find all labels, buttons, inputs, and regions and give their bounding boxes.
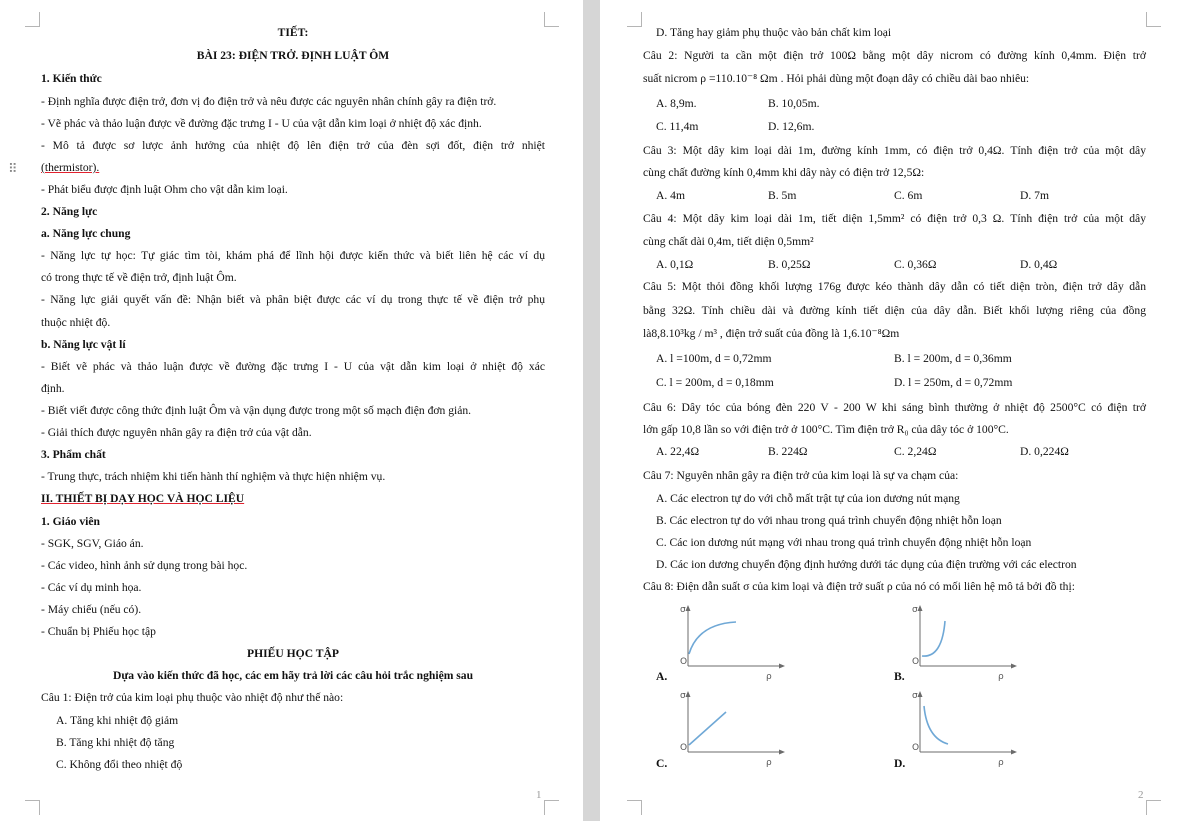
section-heading: b. Năng lực vật lí (41, 338, 126, 351)
question-text: Câu 2: Người ta cần một điện trở 100Ω bằng một dây nicrom có đường kính 0,4mm. Điện trở (643, 49, 1146, 62)
answer-option: D. l = 250m, d = 0,72mm (894, 376, 1013, 389)
paragraph-line: - Năng lực giải quyết vấn đề: Nhận biết và phân biệt được các ví dụ trong thực tế về điện trở phụ (41, 293, 545, 306)
document-page-1 (0, 0, 583, 821)
answer-option: C. Không đổi theo nhiệt độ (56, 758, 183, 771)
graph-option-c (678, 690, 788, 770)
answer-option: B. 5m (768, 189, 797, 202)
paragraph-line: - Định nghĩa được điện trở, đơn vị đo điện trở và nêu được các nguyên nhân chính gây ra điện trở. (41, 95, 497, 108)
curve-hyperbola-decreasing (924, 706, 948, 744)
question-text: cùng chất dài 0,4m, tiết diện 0,5mm² (643, 235, 814, 248)
paragraph-line: - Vẽ phác và thảo luận được về đường đặc trưng I - U của vật dẫn kim loại ở nhiệt độ xác định. (41, 117, 482, 130)
answer-option: A. 8,9m. (656, 97, 697, 110)
x-axis-arrow (1011, 664, 1017, 669)
curve-convex-rising (922, 621, 945, 656)
crop-mark (1146, 12, 1161, 27)
graph-label: D. (894, 757, 906, 770)
y-axis-label: σ (680, 691, 686, 701)
section-heading: II. THIẾT BỊ DẠY HỌC VÀ HỌC LIỆU (41, 492, 245, 505)
graph-option-a (678, 604, 788, 684)
answer-option: D. Các ion dương chuyển động định hướng dưới tác dụng của điện trường với các electron (656, 558, 1077, 571)
y-axis-arrow (918, 605, 923, 611)
origin-label: O (680, 743, 688, 753)
answer-option: D. 7m (1020, 189, 1049, 202)
paragraph-line: - Biết vẽ phác và thảo luận được về đường đặc trưng I - U của vật dẫn kim loại ở nhiệt độ xác (41, 360, 545, 373)
x-axis-arrow (1011, 750, 1017, 755)
section-heading: 2. Năng lực (41, 205, 98, 218)
y-axis-arrow (686, 605, 691, 611)
question-text: lớn gấp 10,8 lần so với điện trở ở 100°C. Tìm điện trở R₀ của dây tóc ở 100°C. (643, 423, 1009, 436)
answer-option: B. Các electron tự do với nhau trong quá trình chuyển động nhiệt hỗn loạn (656, 514, 1002, 527)
origin-label: O (680, 657, 688, 667)
graph-a-svg (678, 604, 788, 684)
question-text: Câu 6: Dây tóc của bóng đèn 220 V - 200 W khi sáng bình thường ở nhiệt độ 2500°C có điện trở (643, 401, 1146, 414)
question-text: Câu 1: Điện trở của kim loại phụ thuộc vào nhiệt độ như thế nào: (41, 691, 344, 704)
answer-option: D. Tăng hay giảm phụ thuộc vào bản chất kim loại (656, 26, 892, 39)
question-text: Câu 4: Một dây kim loại dài 1m, tiết diện 1,5mm² có điện trở 0,3 Ω. Tính điện trở của một dây (643, 212, 1146, 225)
list-item: - SGK, SGV, Giáo án. (41, 537, 144, 550)
graph-d-svg (910, 690, 1020, 770)
question-text: là8,8.10³kg / m³ , điện trở suất của đồng là 1,6.10⁻⁸Ωm (643, 327, 900, 340)
answer-option: A. l =100m, d = 0,72mm (656, 352, 772, 365)
answer-option: B. Tăng khi nhiệt độ tăng (56, 736, 175, 749)
paragraph-line: - Biết viết được công thức định luật Ôm và vận dụng được trong một số mạch điện đơn giản. (41, 404, 472, 417)
graph-c-svg (678, 690, 788, 770)
question-text: Câu 3: Một dây kim loại dài 1m, đường kính 1mm, có điện trở 0,4Ω. Tính điện trở của một dây (643, 144, 1146, 157)
paragraph-line: - Giải thích được nguyên nhân gây ra điện trở của vật dẫn. (41, 426, 312, 439)
answer-option: C. 6m (894, 189, 923, 202)
answer-option: C. Các ion dương nút mạng với nhau trong quá trình chuyển động nhiệt hỗn loạn (656, 536, 1032, 549)
crop-mark (25, 800, 40, 815)
paragraph-line: - Năng lực tự học: Tự giác tìm tòi, khám phá để lĩnh hội được kiến thức và biết liên hệ các ví dụ (41, 249, 545, 262)
page-number: 1 (536, 789, 542, 801)
list-item: - Chuẩn bị Phiếu học tập (41, 625, 156, 638)
curve-concave-rising (689, 622, 736, 654)
x-axis-label: ρ (998, 758, 1004, 768)
page-gutter (583, 0, 600, 821)
crop-mark (627, 12, 642, 27)
list-item: - Các ví dụ minh họa. (41, 581, 142, 594)
curve-linear-rising (689, 712, 726, 745)
answer-option: B. 10,05m. (768, 97, 820, 110)
answer-option: A. 0,1Ω (656, 258, 694, 271)
answer-option: C. 2,24Ω (894, 445, 937, 458)
crop-mark (627, 800, 642, 815)
answer-option: B. 0,25Ω (768, 258, 811, 271)
graph-option-b (910, 604, 1020, 684)
answer-option: C. 11,4m (656, 120, 699, 133)
page-number: 2 (1138, 789, 1144, 801)
question-text: cùng chất đường kính 0,4mm khi dây này có điện trở 12,5Ω: (643, 166, 925, 179)
paragraph-line: (thermistor). (41, 161, 100, 174)
question-text: Câu 5: Một thỏi đồng khối lượng 176g được kéo thành dây dẫn có tiết diện tròn, điện trở dây dẫn (643, 280, 1146, 293)
section-heading: a. Năng lực chung (41, 227, 131, 240)
answer-option: B. 224Ω (768, 445, 808, 458)
x-axis-arrow (779, 750, 785, 755)
y-axis-arrow (918, 691, 923, 697)
paragraph-line: - Trung thực, trách nhiệm khi tiến hành thí nghiệm và thực hiện nhiệm vụ. (41, 470, 386, 483)
y-axis-label: σ (680, 605, 686, 615)
graph-label: B. (894, 670, 905, 683)
y-axis-arrow (686, 691, 691, 697)
graph-label: C. (656, 757, 668, 770)
question-text: bằng 32Ω. Tính chiều dài và đường kính tiết diện của dây dẫn. Biết khối lượng riêng của đồng (643, 304, 1146, 317)
answer-option: D. 0,224Ω (1020, 445, 1069, 458)
y-axis-label: σ (912, 691, 918, 701)
paragraph-line: - Phát biểu được định luật Ohm cho vật dẫn kim loại. (41, 183, 288, 196)
answer-option: A. 4m (656, 189, 685, 202)
drag-handle-icon[interactable]: ⠿ (8, 162, 18, 177)
lesson-title: BÀI 23: ĐIỆN TRỞ. ĐỊNH LUẬT ÔM (196, 49, 390, 62)
lesson-header: TIẾT: (277, 26, 309, 39)
y-axis-label: σ (912, 605, 918, 615)
crop-mark (1146, 800, 1161, 815)
x-axis-arrow (779, 664, 785, 669)
answer-option: C. 0,36Ω (894, 258, 937, 271)
question-text: suất nicrom ρ =110.10⁻⁸ Ωm . Hỏi phải dùng một đoạn dây có chiều dài bao nhiêu: (643, 72, 1030, 85)
list-item: - Máy chiếu (nếu có). (41, 603, 142, 616)
question-text: Câu 8: Điện dẫn suất σ của kim loại và điện trở suất ρ của nó có mối liên hệ mô tả bởi đồ thị: (643, 580, 1075, 593)
question-text: Câu 7: Nguyên nhân gây ra điện trở của kim loại là sự va chạm của: (643, 469, 959, 482)
origin-label: O (912, 657, 920, 667)
paragraph-line: - Mô tả được sơ lược ảnh hưởng của nhiệt độ lên điện trở của đèn sợi đốt, điện trở nhiệt (41, 139, 545, 152)
answer-option: A. Các electron tự do với chỗ mất trật tự của ion dương nút mạng (656, 492, 960, 505)
section-heading: 1. Kiến thức (41, 72, 102, 85)
graph-label: A. (656, 670, 668, 683)
x-axis-label: ρ (766, 672, 772, 682)
crop-mark (544, 12, 559, 27)
paragraph-line: có trong thực tế về điện trở, định luật Ôm. (41, 271, 237, 284)
crop-mark (25, 12, 40, 27)
paragraph-line: thuộc nhiệt độ. (41, 316, 111, 329)
graph-option-d (910, 690, 1020, 770)
list-item: - Các video, hình ảnh sử dụng trong bài học. (41, 559, 248, 572)
paragraph-line: định. (41, 382, 65, 395)
x-axis-label: ρ (998, 672, 1004, 682)
document-page-2 (600, 0, 1183, 821)
answer-option: C. l = 200m, d = 0,18mm (656, 376, 774, 389)
answer-option: B. l = 200m, d = 0,36mm (894, 352, 1012, 365)
answer-option: D. 0,4Ω (1020, 258, 1058, 271)
section-heading: 3. Phẩm chất (41, 448, 106, 461)
x-axis-label: ρ (766, 758, 772, 768)
section-heading: 1. Giáo viên (41, 515, 100, 528)
answer-option: D. 12,6m. (768, 120, 815, 133)
answer-option: A. 22,4Ω (656, 445, 700, 458)
answer-option: A. Tăng khi nhiệt độ giảm (56, 714, 179, 727)
graph-b-svg (910, 604, 1020, 684)
worksheet-instruction: Dựa vào kiến thức đã học, các em hãy trả lời các câu hỏi trắc nghiệm sau (112, 669, 474, 682)
crop-mark (544, 800, 559, 815)
origin-label: O (912, 743, 920, 753)
worksheet-title: PHIẾU HỌC TẬP (247, 647, 339, 660)
